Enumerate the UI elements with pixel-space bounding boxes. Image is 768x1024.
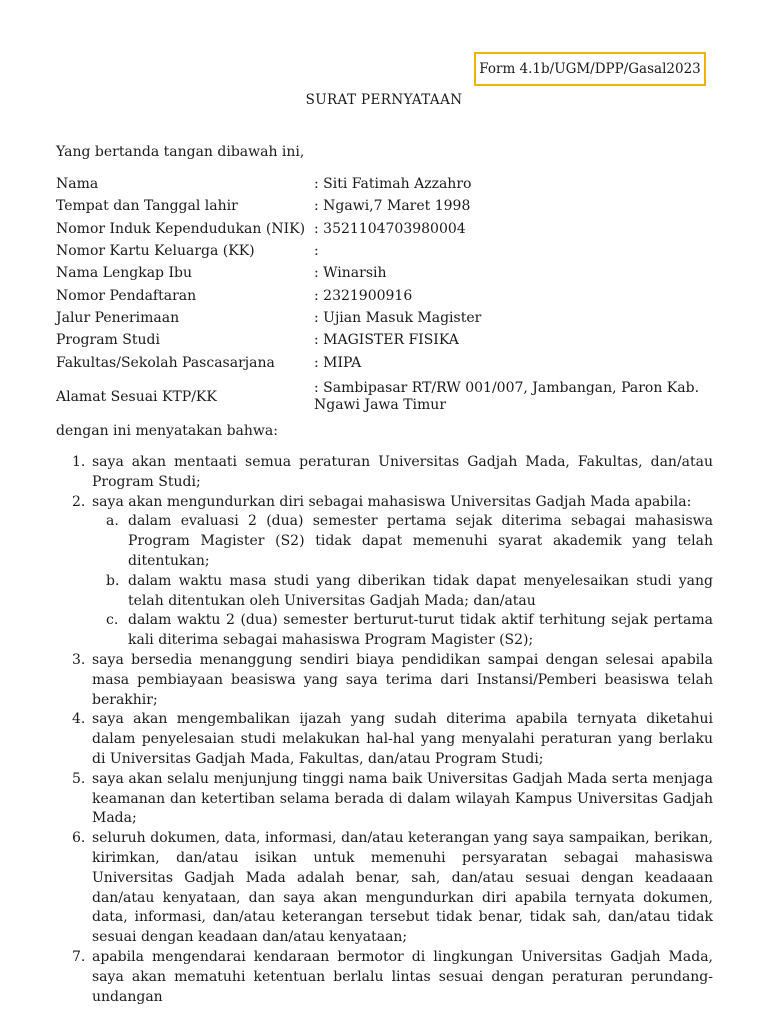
identity-value: : Ngawi,7 Maret 1998	[314, 198, 471, 215]
identity-label: Nomor Pendaftaran	[56, 287, 197, 304]
list-item	[72, 453, 713, 493]
identity-value: :	[314, 243, 319, 260]
sub-list-item	[106, 512, 713, 571]
item-text: saya bersedia menanggung sendiri biaya pendidikan sampai dengan selesai apabila masa pembiayaan beasiswa yang saya terima dari Instansi/Pemberi beasiswa telah berakhir;	[92, 651, 713, 708]
identity-row-pendaftaran	[56, 284, 716, 306]
item-number: 1.	[72, 454, 86, 470]
item-text: apabila mengendarai kendaraan bermotor di lingkungan Universitas Gadjah Mada, saya akan mematuhi ketentuan berlalu lintas sesuai dengan peraturan perundang-undangan	[92, 948, 713, 1005]
sub-item-letter: a.	[106, 513, 119, 530]
item-number: 4.	[72, 711, 86, 728]
identity-value: : MIPA	[314, 354, 362, 371]
item-text: saya akan mentaati semua peraturan Universitas Gadjah Mada, Fakultas, dan/atau Program Studi;	[92, 454, 713, 490]
identity-label: Nomor Induk Kependudukan (NIK)	[56, 220, 306, 237]
list-item	[72, 493, 713, 513]
item-text: saya akan mengundurkan diri sebagai mahasiswa Universitas Gadjah Mada apabila:	[92, 493, 692, 510]
item-text: saya akan selalu menjunjung tinggi nama baik Universitas Gadjah Mada serta menjaga keamanan dan ketertiban selama berada di dalam wilayah Kampus Universitas Gadjah Mada;	[92, 770, 713, 827]
sub-item-text: dalam evaluasi 2 (dua) semester pertama sejak diterima sebagai mahasiswa Program Magister (S2) tidak dapat memenuhi syarat akademik yang telah ditentukan;	[128, 513, 713, 569]
sub-item-text: dalam waktu 2 (dua) semester berturut-turut tidak aktif terhitung sejak pertama kali diterima sebagai mahasiswa Program Magister (S2);	[128, 612, 713, 649]
identity-label: Nomor Kartu Keluarga (KK)	[56, 243, 255, 260]
sub-item-letter: b.	[106, 572, 120, 589]
identity-label: Fakultas/Sekolah Pascasarjana	[56, 354, 275, 371]
identity-row-nik	[56, 218, 716, 240]
list-item	[72, 829, 713, 948]
item-text: saya akan mengembalikan ijazah yang sudah diterima apabila ternyata diketahui dalam penyelesaian studi melakukan hal-hal yang menyalahi peraturan yang berlaku di Universitas Gadjah Mada, Fakultas, dan/atau Program Studi;	[92, 711, 713, 767]
identity-row-jalur	[56, 307, 716, 329]
sub-list-item	[106, 572, 713, 612]
identity-label: Tempat dan Tanggal lahir	[56, 198, 238, 215]
identity-row-prodi	[56, 329, 716, 351]
identity-row-kk	[56, 240, 716, 262]
identity-value: : Winarsih	[314, 265, 387, 282]
identity-row-fakultas	[56, 351, 716, 373]
item-number: 5.	[72, 770, 86, 787]
item-number: 6.	[72, 830, 86, 847]
identity-row-ttl	[56, 195, 716, 217]
identity-label: Jalur Penerimaan	[56, 309, 180, 326]
intro-text: Yang bertanda tangan dibawah ini,	[56, 144, 305, 160]
list-item	[72, 770, 713, 829]
sub-item-letter: c.	[106, 612, 119, 629]
identity-label: Program Studi	[56, 332, 160, 349]
identity-value: : 2321900916	[314, 287, 413, 304]
identity-value: : Sambipasar RT/RW 001/007, Jambangan, Paron Kab. Ngawi Jawa Timur	[314, 379, 700, 413]
identity-value: : Ujian Masuk Magister	[314, 309, 482, 326]
item-number: 2.	[72, 493, 86, 510]
identity-value: : MAGISTER FISIKA	[314, 332, 459, 349]
form-code-box	[474, 52, 706, 86]
list-item	[72, 710, 713, 769]
identity-row-alamat	[56, 375, 716, 419]
sub-list-item	[106, 611, 713, 651]
identity-table	[56, 173, 716, 419]
statement-list	[72, 453, 713, 1007]
item-number: 7.	[72, 948, 86, 965]
form-code: Form 4.1b/UGM/DPP/Gasal2023	[479, 61, 701, 77]
list-item	[72, 651, 713, 710]
identity-label: Nama Lengkap Ibu	[56, 265, 192, 282]
item-number: 3.	[72, 651, 86, 668]
document-title: SURAT PERNYATAAN	[305, 92, 463, 108]
identity-row-ibu	[56, 262, 716, 284]
identity-value: : Siti Fatimah Azzahro	[314, 176, 472, 193]
lead-text: dengan ini menyatakan bahwa:	[56, 423, 278, 439]
identity-label: Alamat Sesuai KTP/KK	[56, 388, 217, 405]
identity-row-nama	[56, 173, 716, 195]
sub-item-text: dalam waktu masa studi yang diberikan tidak dapat menyelesaikan studi yang telah ditentukan oleh Universitas Gadjah Mada; dan/atau	[128, 572, 713, 609]
item-text: seluruh dokumen, data, informasi, dan/atau keterangan yang saya sampaikan, berikan, kirimkan, dan/atau isikan untuk memenuhi persyaratan sebagai mahasiswa Universitas Gadjah Mada adalah benar, sah, dan/atau sesuai dengan keadaaan dan/atau kenyataan, dan saya akan mengundurkan diri apabila ternyata dokumen, data, informasi, dan/atau keterangan tersebut tidak benar, tidak sah, dan/atau tidak sesuai dengan keadaan dan/atau kenyataan;	[92, 830, 713, 946]
identity-label: Nama	[56, 176, 99, 193]
list-item	[72, 948, 713, 1007]
identity-value: : 3521104703980004	[314, 220, 466, 237]
